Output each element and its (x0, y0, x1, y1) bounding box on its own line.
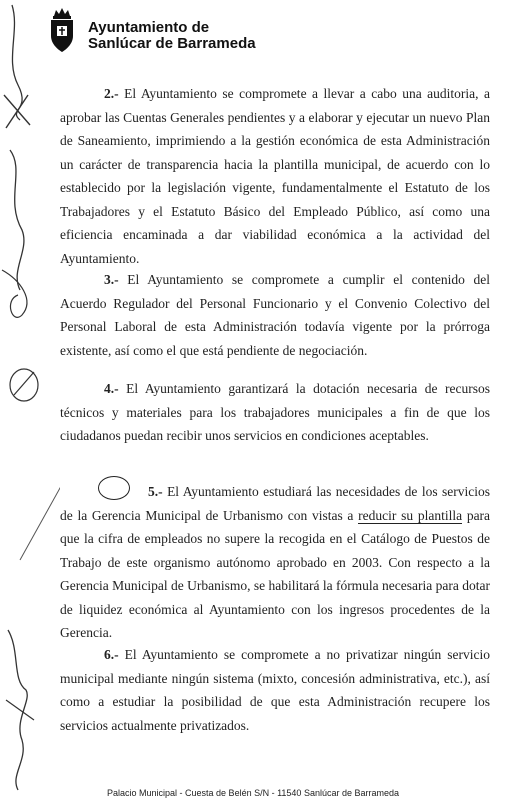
paragraph-number: 4.- (104, 381, 119, 396)
paragraph-number: 2.- (104, 86, 119, 101)
paragraph-3 (60, 268, 490, 362)
coat-of-arms-icon (48, 6, 76, 54)
org-line-2: Sanlúcar de Barrameda (88, 35, 256, 52)
paragraph-text: El Ayuntamiento garantizará la dotación necesaria de recursos técnicos y materiales para los trabajadores municipales a fin de que los ciudadanos puedan recibir unos servicios en condiciones aceptables. (60, 381, 490, 443)
paragraph-number: 3.- (104, 272, 119, 287)
paragraph-6 (60, 643, 490, 737)
paragraph-5 (60, 480, 490, 645)
paragraph-text: El Ayuntamiento se compromete a no privatizar ningún servicio municipal mediante ningún sistema (mixto, concesión administrativa, etc.), así como a estudiar la posibilidad de que esta Administración recupere los servicios actualmente privatizados. (60, 647, 490, 733)
organization-name (88, 20, 256, 52)
paragraph-2 (60, 82, 490, 270)
paragraph-text-before: El Ayuntamiento estudiará las necesidades de los servicios de la Gerencia Municipal de Urbanismo con vistas a (60, 484, 490, 523)
margin-signatures (0, 0, 60, 807)
paragraph-text: El Ayuntamiento se compromete a llevar a cabo una auditoria, a aprobar las Cuentas Generales pendientes y a elaborar y ejecutar un nuevo Plan de Saneamiento, imprimiendo a la gestión económica de esta Administración un carácter de transparencia hacia la plantilla municipal, de acuerdo con lo establecido por la legislación vigente, fundamentalmente el Estatuto de los Trabajadores y el Estatuto Básico del Empleado Público, así como una eficiencia encaminada a dar viabilidad económica a la actividad del Ayuntamiento. (60, 86, 491, 266)
page-footer: Palacio Municipal - Cuesta de Belén S/N - 11540 Sanlúcar de Barrameda (107, 788, 399, 798)
org-line-1: Ayuntamiento de (88, 19, 210, 36)
paragraph-number-circled: 5.- (104, 480, 163, 504)
paragraph-number: 6.- (104, 647, 119, 662)
underlined-phrase: reducir su plantilla (358, 507, 463, 523)
paragraph-4 (60, 377, 490, 448)
paragraph-text: El Ayuntamiento se compromete a cumplir el contenido del Acuerdo Regulador del Personal Funcionario y el Convenio Colectivo del Personal Laboral de esta Administración todavía vigente por la prórroga existente, así como el que está pendiente de negociación. (60, 272, 491, 358)
paragraph-text-after: para que la cifra de empleados no supere la recogida en el Catálogo de Puestos de Trabajo de este organismo autónomo aprobado en 2003. Con respecto a la Gerencia Municipal de Urbanismo, se habilitará la fórmula necesaria para dotar de liquidez económica al Ayuntamiento con los ingresos procedentes de la Gerencia. (60, 507, 491, 640)
